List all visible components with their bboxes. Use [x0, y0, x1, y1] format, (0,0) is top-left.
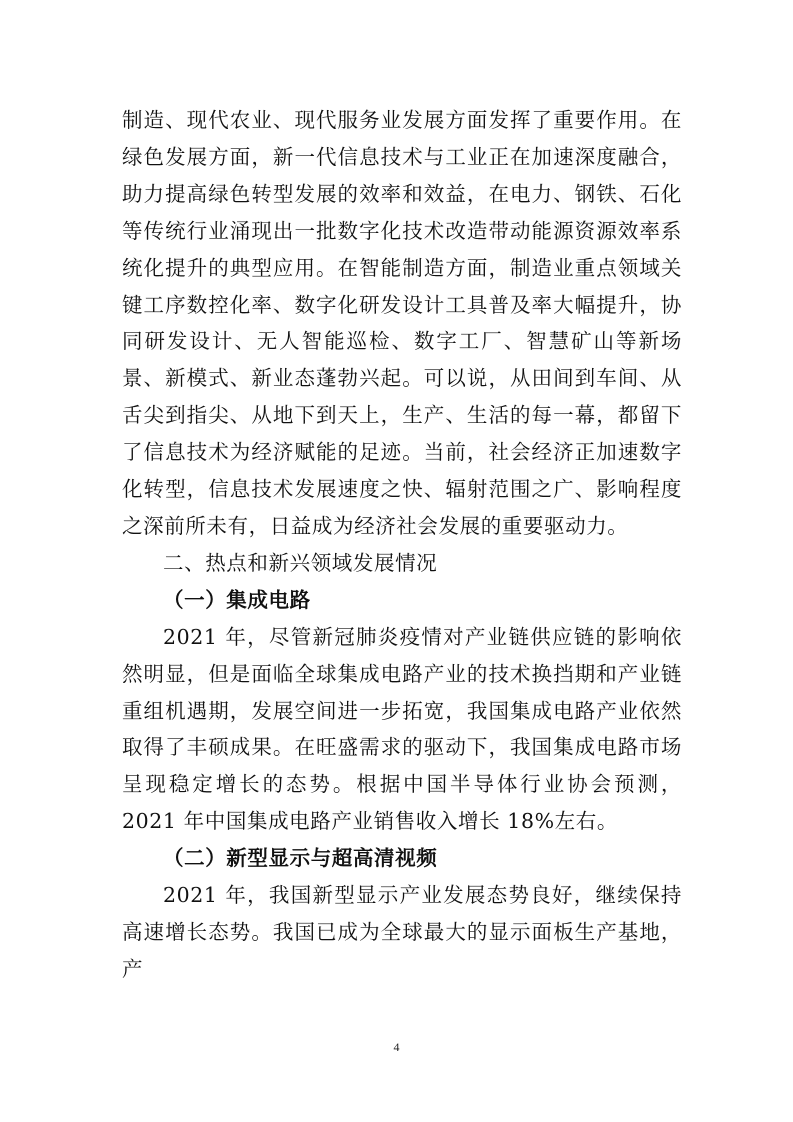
paragraph-new-display: 2021 年，我国新型显示产业发展态势良好，继续保持高速增长态势。我国已成为全球最大的显示面板生产基地，产 [122, 883, 682, 981]
section-heading: 二、热点和新兴领域发展情况 [163, 550, 438, 575]
page-number: 4 [393, 1040, 400, 1054]
paragraph-digital-transformation: 制造、现代农业、现代服务业发展方面发挥了重要作用。在绿色发展方面，新一代信息技术与工业正在加速深度融合，助力提高绿色转型发展的效率和效益，在电力、钢铁、石化等传统行业涌现出一批数字化技术改造带动能源资源效率系统化提升的典型应用。在智能制造方面，制造业重点领域关键工序数控化率、数字化研发设计工具普及率大幅提升，协同研发设计、无人智能巡检、数字工厂、智慧矿山等新场景、新模式、新业态蓬勃兴起。可以说，从田间到车间、从舌尖到指尖、从地下到天上，生产、生活的每一幕，都留下了信息技术为经济赋能的足迹。当前，社会经济正加速数字化转型，信息技术发展速度之快、辐射范围之广、影响程度之深前所未有，日益成为经济社会发展的重要驱动力。 [122, 108, 682, 538]
paragraph-integrated-circuits: 2021 年，尽管新冠肺炎疫情对产业链供应链的影响依然明显，但是面临全球集成电路产业的技术换挡期和产业链重组机遇期，发展空间进一步拓宽，我国集成电路产业依然取得了丰硕成果。在旺盛需求的驱动下，我国集成电路市场呈现稳定增长的态势。根据中国半导体行业协会预测，2021 年中国集成电路产业销售收入增长 18%左右。 [122, 624, 682, 834]
body-text [122, 102, 682, 988]
subsection-heading-integrated-circuits: （一）集成电路 [163, 587, 311, 612]
subsection-heading-new-display: （二）新型显示与超高清视频 [163, 846, 438, 871]
